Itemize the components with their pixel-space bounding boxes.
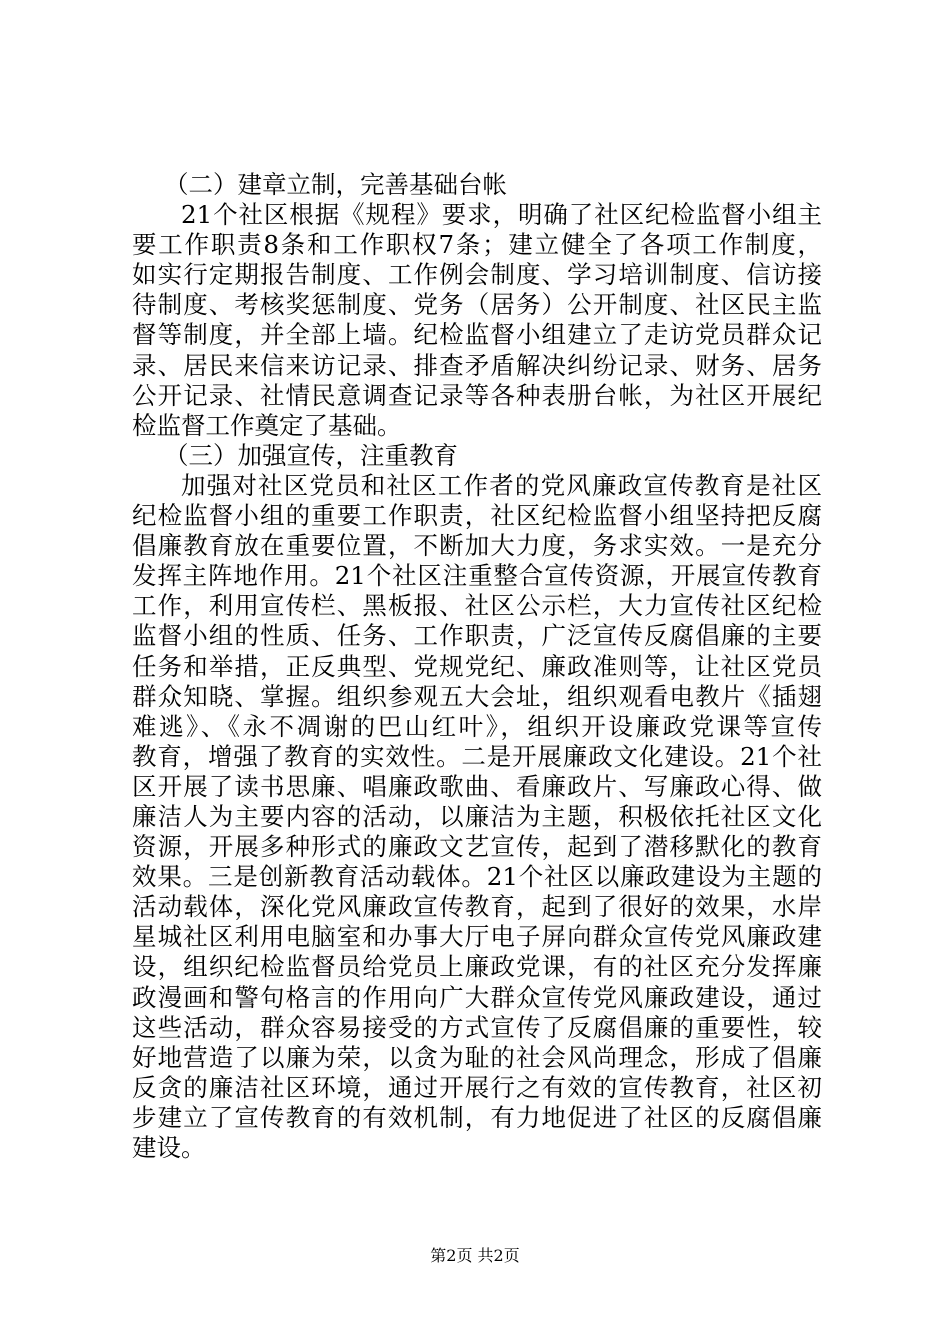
paragraph-line: 教育，增强了教育的实效性。二是开展廉政文化建设。21个社 [132,741,822,771]
paragraph-line: 发挥主阵地作用。21个社区注重整合宣传资源，开展宣传教育 [132,561,822,591]
paragraph-line: 步建立了宣传教育的有效机制，有力地促进了社区的反腐倡廉 [132,1102,822,1132]
document-body [132,170,822,1163]
paragraph-line: 建设。 [132,1133,206,1162]
paragraph-line: 任务和举措，正反典型、党规党纪、廉政准则等，让社区党员 [132,651,822,681]
section-heading: （三）加强宣传，注重教育 [164,440,458,470]
paragraph-line: 区开展了读书思廉、唱廉政歌曲、看廉政片、写廉政心得、做 [132,771,822,801]
paragraph-line: 反贪的廉洁社区环境，通过开展行之有效的宣传教育，社区初 [132,1072,822,1102]
paragraph-line: 资源，开展多种形式的廉政文艺宣传，起到了潜移默化的教育 [132,832,822,862]
paragraph-line: 倡廉教育放在重要位置，不断加大力度，务求实效。一是充分 [132,531,822,561]
paragraph-line: 这些活动，群众容易接受的方式宣传了反腐倡廉的重要性，较 [132,1012,822,1042]
paragraph-line: 要工作职责8条和工作职权7条；建立健全了各项工作制度， [132,230,822,260]
paragraph-line: 加强对社区党员和社区工作者的党风廉政宣传教育是社区 [181,470,822,500]
paragraph-line: 21个社区根据《规程》要求，明确了社区纪检监督小组主 [181,200,822,230]
paragraph-line: 群众知晓、掌握。组织参观五大会址，组织观看电教片《插翅 [132,681,822,711]
paragraph-line: 设，组织纪检监督员给党员上廉政党课，有的社区充分发挥廉 [132,952,822,982]
paragraph-line: 纪检监督小组的重要工作职责，社区纪检监督小组坚持把反腐 [132,501,822,531]
page-number-footer: 第2页 共2页 [430,1246,520,1265]
paragraph-line: 如实行定期报告制度、工作例会制度、学习培训制度、信访接 [132,260,822,290]
paragraph-line: 录、居民来信来访记录、排查矛盾解决纠纷记录、财务、居务 [132,350,822,380]
paragraph-line: 难逃》、《永不凋谢的巴山红叶》，组织开设廉政党课等宣传 [132,711,822,741]
paragraph-line: 待制度、考核奖惩制度、党务（居务）公开制度、社区民主监 [132,290,822,320]
paragraph-line: 督等制度，并全部上墙。纪检监督小组建立了走访党员群众记 [132,320,822,350]
paragraph-line: 政漫画和警句格言的作用向广大群众宣传党风廉政建设，通过 [132,982,822,1012]
paragraph-line: 廉洁人为主要内容的活动，以廉洁为主题，积极依托社区文化 [132,801,822,831]
section-heading: （二）建章立制，完善基础台帐 [164,170,507,199]
paragraph-line: 公开记录、社情民意调查记录等各种表册台帐，为社区开展纪 [132,380,822,410]
paragraph-line: 效果。三是创新教育活动载体。21个社区以廉政建设为主题的 [132,862,822,892]
paragraph-line: 工作，利用宣传栏、黑板报、社区公示栏，大力宣传社区纪检 [132,591,822,621]
paragraph-line: 检监督工作奠定了基础。 [132,410,402,440]
paragraph-line: 星城社区利用电脑室和办事大厅电子屏向群众宣传党风廉政建 [132,922,822,952]
paragraph-line: 监督小组的性质、任务、工作职责，广泛宣传反腐倡廉的主要 [132,621,822,651]
paragraph-line: 活动载体，深化党风廉政宣传教育，起到了很好的效果，水岸 [132,892,822,922]
paragraph-line: 好地营造了以廉为荣，以贪为耻的社会风尚理念，形成了倡廉 [132,1042,822,1072]
